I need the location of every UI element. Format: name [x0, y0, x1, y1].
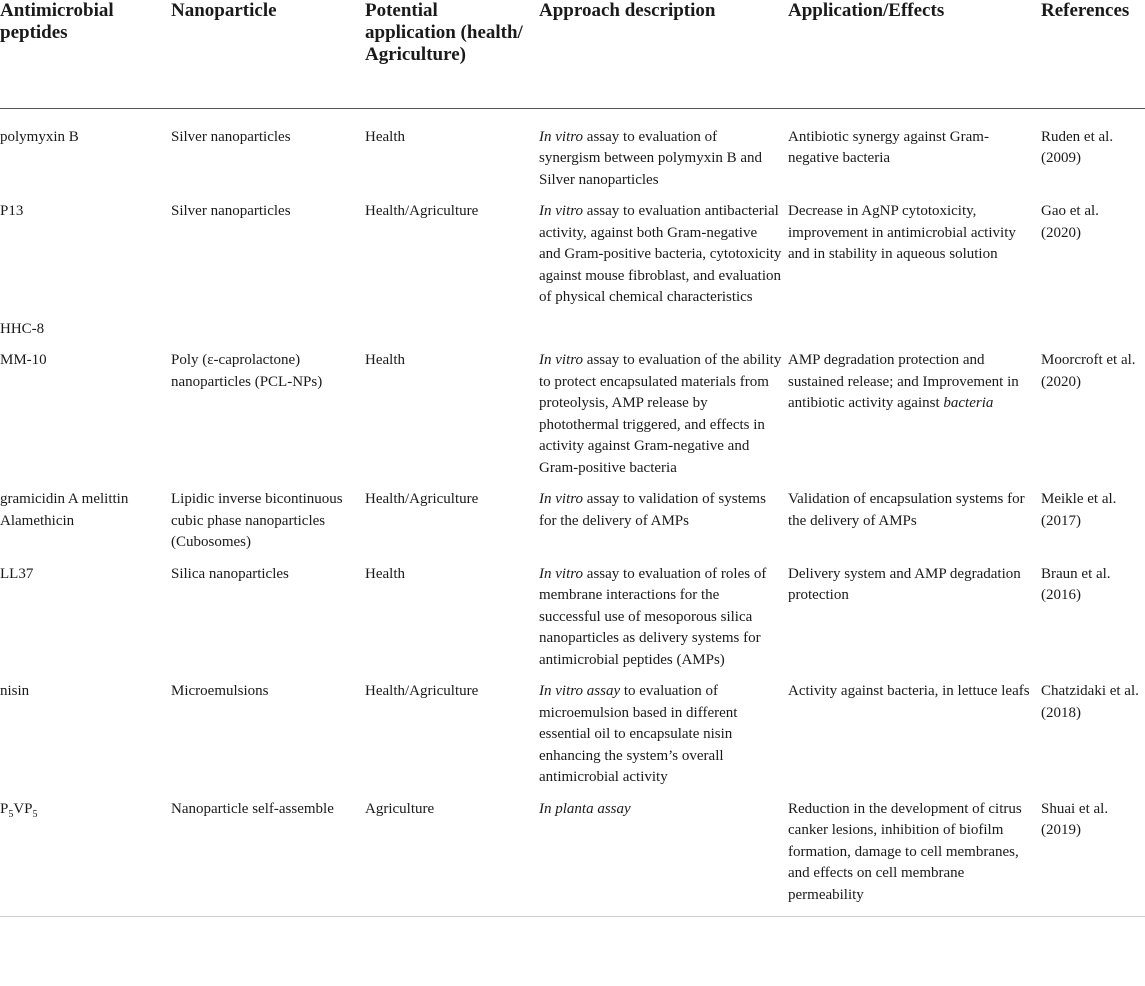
approach-italic: In vitro: [539, 491, 584, 507]
cell-application: [365, 319, 539, 351]
cell-approach: [539, 319, 788, 351]
cell-nanoparticle: Lipidic inverse bicontinuous cubic phase nanoparticles (Cubosomes): [171, 491, 343, 550]
approach-text: assay to evaluation of the ability to protect encapsulated materials from proteolysis, AMP release by photothermal triggered, and effects in activity against Gram-negative and Gram-positive bacteria: [539, 352, 782, 476]
approach-italic: In vitro: [539, 203, 584, 219]
peptide-part: P: [0, 800, 9, 817]
effects-text: Validation of encapsulation systems for the delivery of AMPs: [788, 491, 1025, 529]
table-row: [0, 350, 1145, 489]
cell-peptide: P13: [0, 203, 24, 219]
cell-reference: Braun et al. (2016): [1041, 565, 1111, 603]
header-potential-application: Potential application (health/ Agriculture): [365, 0, 539, 108]
cell-nanoparticle: Silica nanoparticles: [171, 565, 289, 582]
approach-text: assay to evaluation antibacterial activity, against both Gram-negative and Gram-positive bacteria, cytotoxicity against mouse fibroblast, and evaluation of physical chemical characteristics: [539, 203, 782, 305]
table-row: [0, 201, 1145, 319]
cell-effects: [788, 108, 1041, 201]
cell-application: Health: [365, 128, 405, 145]
cell-application: Health/Agriculture: [365, 491, 479, 507]
cell-effects: [788, 564, 1041, 682]
cell-peptide: nisin: [0, 683, 30, 699]
peptide-part: VP: [13, 800, 33, 817]
header-references: References: [1041, 0, 1145, 108]
cell-nanoparticle: Poly (ε-caprolactone) nanoparticles (PCL-NPs): [171, 352, 323, 390]
cell-application: Agriculture: [365, 799, 539, 917]
table-header-row: [0, 0, 1145, 108]
effects-text: Delivery system and AMP degradation protection: [788, 565, 1021, 603]
approach-text: assay to evaluation of synergism between polymyxin B and Silver nanoparticles: [539, 128, 763, 188]
table-row: [0, 799, 1145, 917]
cell-peptide: MM-10: [0, 352, 47, 368]
table-row: [0, 108, 1145, 201]
cell-reference: Chatzidaki et al. (2018): [1041, 683, 1139, 721]
cell-reference: Gao et al. (2020): [1041, 203, 1099, 241]
cell-approach: [539, 350, 788, 489]
cell-peptide: polymyxin B: [0, 128, 79, 145]
cell-application: Health: [365, 352, 405, 368]
cell-application: Health: [365, 565, 405, 582]
cell-nanoparticle: Microemulsions: [171, 683, 269, 699]
effects-italic: bacteria: [943, 395, 994, 411]
cell-effects: [788, 799, 1041, 917]
table-row: [0, 564, 1145, 682]
approach-text: to evaluation of microemulsion based in different essential oil to encapsulate nisin enhancing the system’s overall antimicrobial activity: [539, 683, 738, 785]
cell-approach: [539, 564, 788, 682]
cell-approach: [539, 108, 788, 201]
approach-italic: In planta assay: [539, 800, 631, 817]
cell-application: Health/Agriculture: [365, 203, 479, 219]
cell-reference: [1041, 319, 1145, 351]
cell-peptide: [0, 799, 171, 917]
peptide-subscript: 5: [32, 808, 38, 820]
header-nanoparticle: Nanoparticle: [171, 0, 365, 108]
effects-text: Reduction in the development of citrus canker lesions, inhibition of biofilm formation, damage to cell membranes, and effects on cell membrane permeability: [788, 800, 1022, 903]
cell-approach: [539, 799, 788, 917]
cell-effects: [788, 350, 1041, 489]
approach-italic: In vitro: [539, 352, 584, 368]
cell-effects: [788, 681, 1041, 799]
cell-nanoparticle: Silver nanoparticles: [171, 128, 291, 145]
cell-effects: [788, 489, 1041, 564]
approach-italic: In vitro: [539, 565, 584, 582]
table-row: [0, 681, 1145, 799]
cell-peptide: HHC-8: [0, 320, 45, 337]
cell-application: Health/Agriculture: [365, 683, 479, 699]
peptide-subscript: 5: [8, 808, 14, 820]
approach-italic: In vitro: [539, 128, 584, 145]
cell-approach: [539, 489, 788, 564]
cell-nanoparticle: Silver nanoparticles: [171, 203, 291, 219]
cell-reference: Shuai et al. (2019): [1041, 799, 1145, 917]
cell-nanoparticle: Nanoparticle self-assemble: [171, 799, 365, 917]
effects-text: AMP degradation protection and sustained release; and Improvement in antibiotic activity against: [788, 352, 1019, 411]
header-antimicrobial-peptides: Antimicrobial peptides: [0, 0, 171, 108]
effects-text: Antibiotic synergy against Gram-negative bacteria: [788, 128, 989, 166]
cell-approach: [539, 201, 788, 319]
cell-effects: [788, 319, 1041, 351]
approach-text: assay to validation of systems for the delivery of AMPs: [539, 491, 766, 529]
effects-text: Activity against bacteria, in lettuce leafs: [788, 683, 1030, 699]
cell-peptide: gramicidin A melittin Alamethicin: [0, 491, 129, 529]
effects-text: Decrease in AgNP cytotoxicity, improvement in antimicrobial activity and in stability in aqueous solution: [788, 203, 1016, 262]
cell-reference: Ruden et al. (2009): [1041, 128, 1114, 166]
cell-nanoparticle: [171, 319, 365, 351]
table-row: [0, 489, 1145, 564]
cell-reference: Meikle et al. (2017): [1041, 491, 1117, 529]
header-approach-description: Approach description: [539, 0, 788, 108]
table-row: [0, 319, 1145, 351]
cell-approach: [539, 681, 788, 799]
header-application-effects: Application/Effects: [788, 0, 1041, 108]
cell-reference: Moorcroft et al. (2020): [1041, 352, 1136, 390]
cell-peptide: LL37: [0, 565, 34, 582]
approach-italic: In vitro assay: [539, 683, 621, 699]
approach-text: assay to evaluation of roles of membrane interactions for the successful use of mesoporous silica nanoparticles as delivery systems for antimicrobial peptides (AMPs): [539, 565, 767, 668]
cell-effects: [788, 201, 1041, 319]
